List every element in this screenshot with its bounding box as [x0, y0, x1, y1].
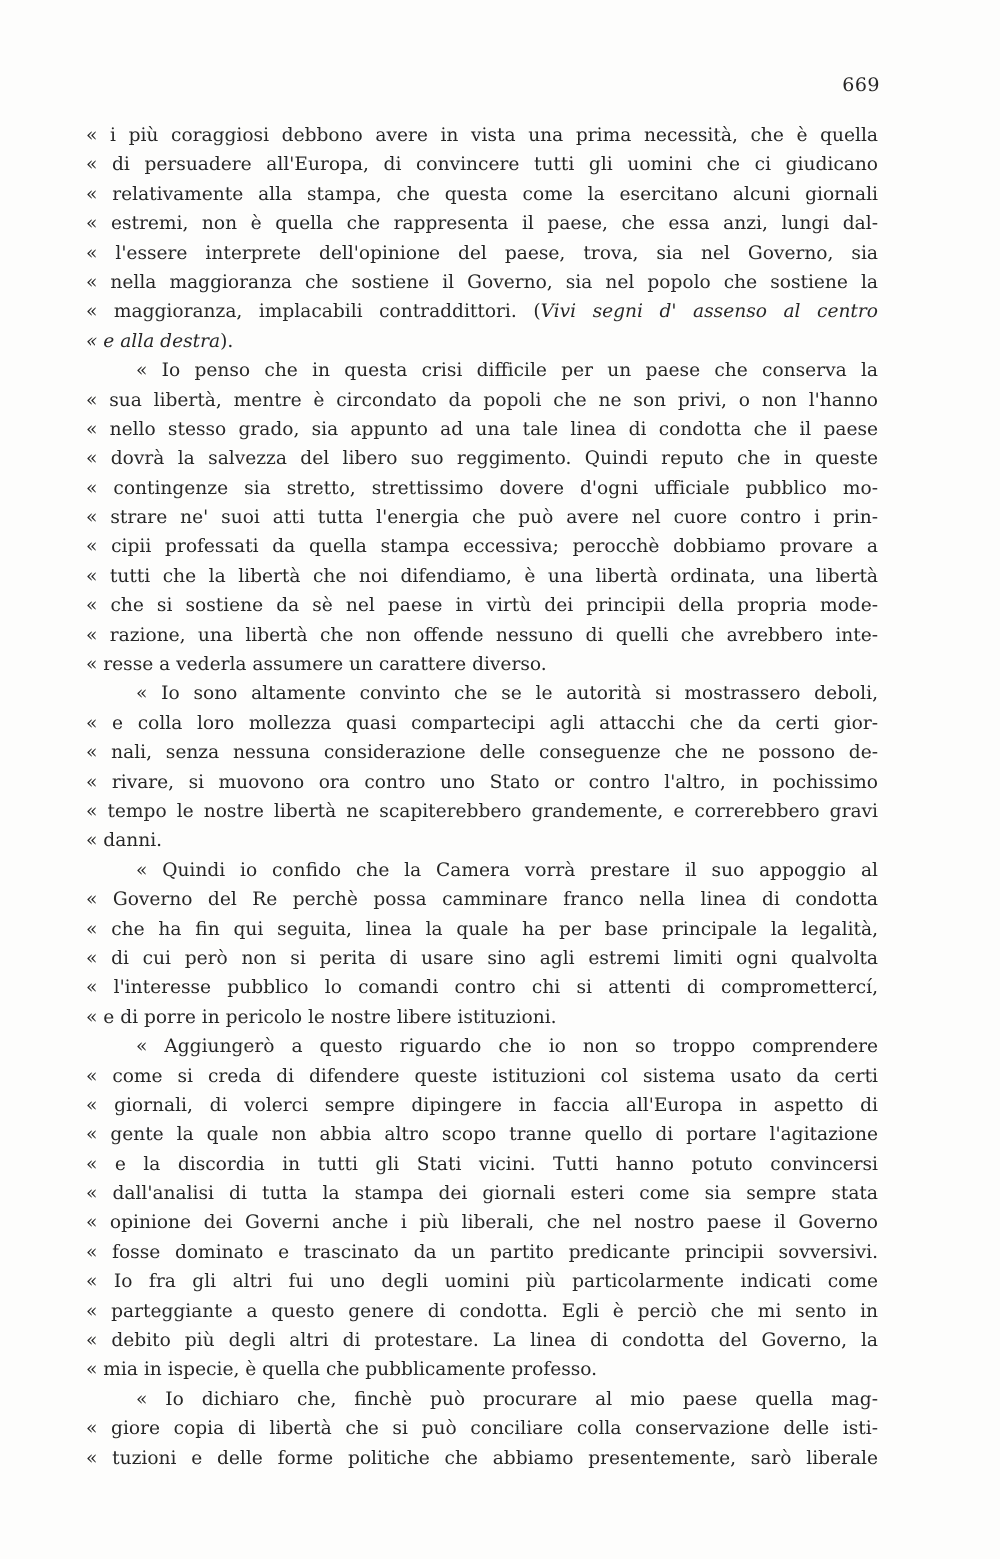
text-line: « gente la quale non abbia altro scopo tranne quello di portare l'agitazione — [86, 1124, 878, 1146]
text-line: « che si sostiene da sè nel paese in virtù dei principii della propria mode- — [86, 595, 878, 617]
text-line: « giornali, di volerci sempre dipingere in faccia all'Europa in aspetto di — [86, 1094, 878, 1116]
text-line: « relativamente alla stampa, che questa come la esercitano alcuni giornali — [86, 183, 878, 205]
text-line: « giore copia di libertà che si può conciliare colla conservazione delle isti- — [86, 1418, 878, 1440]
text-line: « contingenze sia stretto, strettissimo dovere d'ogni ufficiale pubblico mo- — [86, 477, 878, 499]
text-line: « cipii professati da quella stampa eccessiva; perocchè dobbiamo provare a — [86, 536, 878, 558]
paragraph-start-line: « Io penso che in questa crisi difficile per un paese che conserva la — [136, 360, 878, 382]
stage-direction: Vivi segni d' assenso al centro — [540, 301, 878, 323]
text-line: « come si creda di difendere queste istituzioni col sistema usato da certi — [86, 1065, 878, 1087]
text-line: « tutti che la libertà che noi difendiamo, è una libertà ordinata, una libertà — [86, 565, 878, 587]
paragraph-start-line: « Quindi io confido che la Camera vorrà prestare il suo appoggio al — [136, 859, 878, 881]
text-line — [86, 297, 878, 326]
text-line: « dovrà la salvezza del libero suo reggimento. Quindi reputo che in queste — [86, 448, 878, 470]
paragraph-start-line: « Io sono altamente convinto che se le autorità si mostrassero deboli, — [136, 683, 878, 705]
text-line: « nello stesso grado, sia appunto ad una tale linea di condotta che il paese — [86, 418, 878, 440]
stage-direction: e alla destra — [103, 330, 221, 352]
text-line: « i più coraggiosi debbono avere in vista una prima necessità, che è quella — [86, 125, 878, 146]
text-line: « tuzioni e delle forme politiche che abbiamo presentemente, sarò liberale — [86, 1447, 878, 1469]
text-line: « e di porre in pericolo le nostre libere istituzioni. — [86, 1006, 557, 1028]
text-line: « resse a vederla assumere un carattere diverso. — [86, 654, 547, 676]
text-line: « e colla loro mollezza quasi compartecipi agli attacchi che da certi gior- — [86, 712, 878, 734]
text-line: « che ha fin qui seguita, linea la quale ha per base principale la legalità, — [86, 918, 878, 940]
paragraph-start-line: « Io dichiaro che, finchè può procurare al mio paese quella mag- — [136, 1388, 878, 1410]
text-line: « danni. — [86, 830, 163, 852]
text-line: « dall'analisi di tutta la stampa dei giornali esteri come sia sempre stata — [86, 1183, 878, 1205]
text-line: « debito più degli altri di protestare. La linea di condotta del Governo, la — [86, 1330, 878, 1352]
text-line: « tempo le nostre libertà ne scapiterebbero grandemente, e correrebbero gravi — [86, 800, 878, 822]
text-line: « parteggiante a questo genere di condotta. Egli è perciò che mi sento in — [86, 1300, 878, 1322]
text-line: « l'interesse pubblico lo comandi contro chi si attenti di compromettercí, — [86, 977, 878, 999]
paragraph-start-line: « Aggiungerò a questo riguardo che io non so troppo comprendere — [136, 1036, 878, 1058]
text-line: « razione, una libertà che non offende nessuno di quelli che avrebbero inte- — [86, 624, 878, 646]
text-segment: « maggioranza, implacabili contraddittori. ( — [86, 301, 541, 323]
text-line: « rivare, si muovono ora contro uno Stato or contro l'altro, in pochissimo — [86, 771, 878, 793]
text-line: « mia in ispecie, è quella che pubblicamente professo. — [86, 1359, 598, 1381]
text-line: « Governo del Re perchè possa camminare franco nella linea di condotta — [86, 889, 878, 911]
text-line: « nella maggioranza che sostiene il Governo, sia nel popolo che sostiene la — [86, 271, 878, 293]
body-text — [86, 121, 878, 1473]
text-line: « fosse dominato e trascinato da un partito predicante principii sovversivi. — [86, 1241, 878, 1263]
text-line: « di cui però non si perita di usare sino agli estremi limiti ogni qualvolta — [86, 947, 878, 969]
text-line — [86, 327, 878, 356]
text-line: « di persuadere all'Europa, di convincere tutti gli uomini che ci giudicano — [86, 154, 878, 176]
text-line: « strare ne' suoi atti tutta l'energia che può avere nel cuore contro i prin- — [86, 507, 878, 529]
page-number: 669 — [842, 74, 880, 96]
text-segment: ). — [220, 330, 234, 352]
text-line: « Io fra gli altri fui uno degli uomini più particolarmente indicati come — [86, 1271, 878, 1293]
text-line: « opinione dei Governi anche i più liberali, che nel nostro paese il Governo — [86, 1212, 878, 1234]
text-line: « estremi, non è quella che rappresenta il paese, che essa anzi, lungi dal- — [86, 213, 878, 235]
text-line: « sua libertà, mentre è circondato da popoli che ne son privi, o non l'hanno — [86, 389, 878, 411]
text-line: « nali, senza nessuna considerazione delle conseguenze che ne possono de- — [86, 742, 878, 764]
text-line: « e la discordia in tutti gli Stati vicini. Tutti hanno potuto convincersi — [86, 1153, 878, 1175]
text-segment: « — [86, 330, 104, 352]
text-line: « l'essere interprete dell'opinione del paese, trova, sia nel Governo, sia — [86, 242, 878, 264]
